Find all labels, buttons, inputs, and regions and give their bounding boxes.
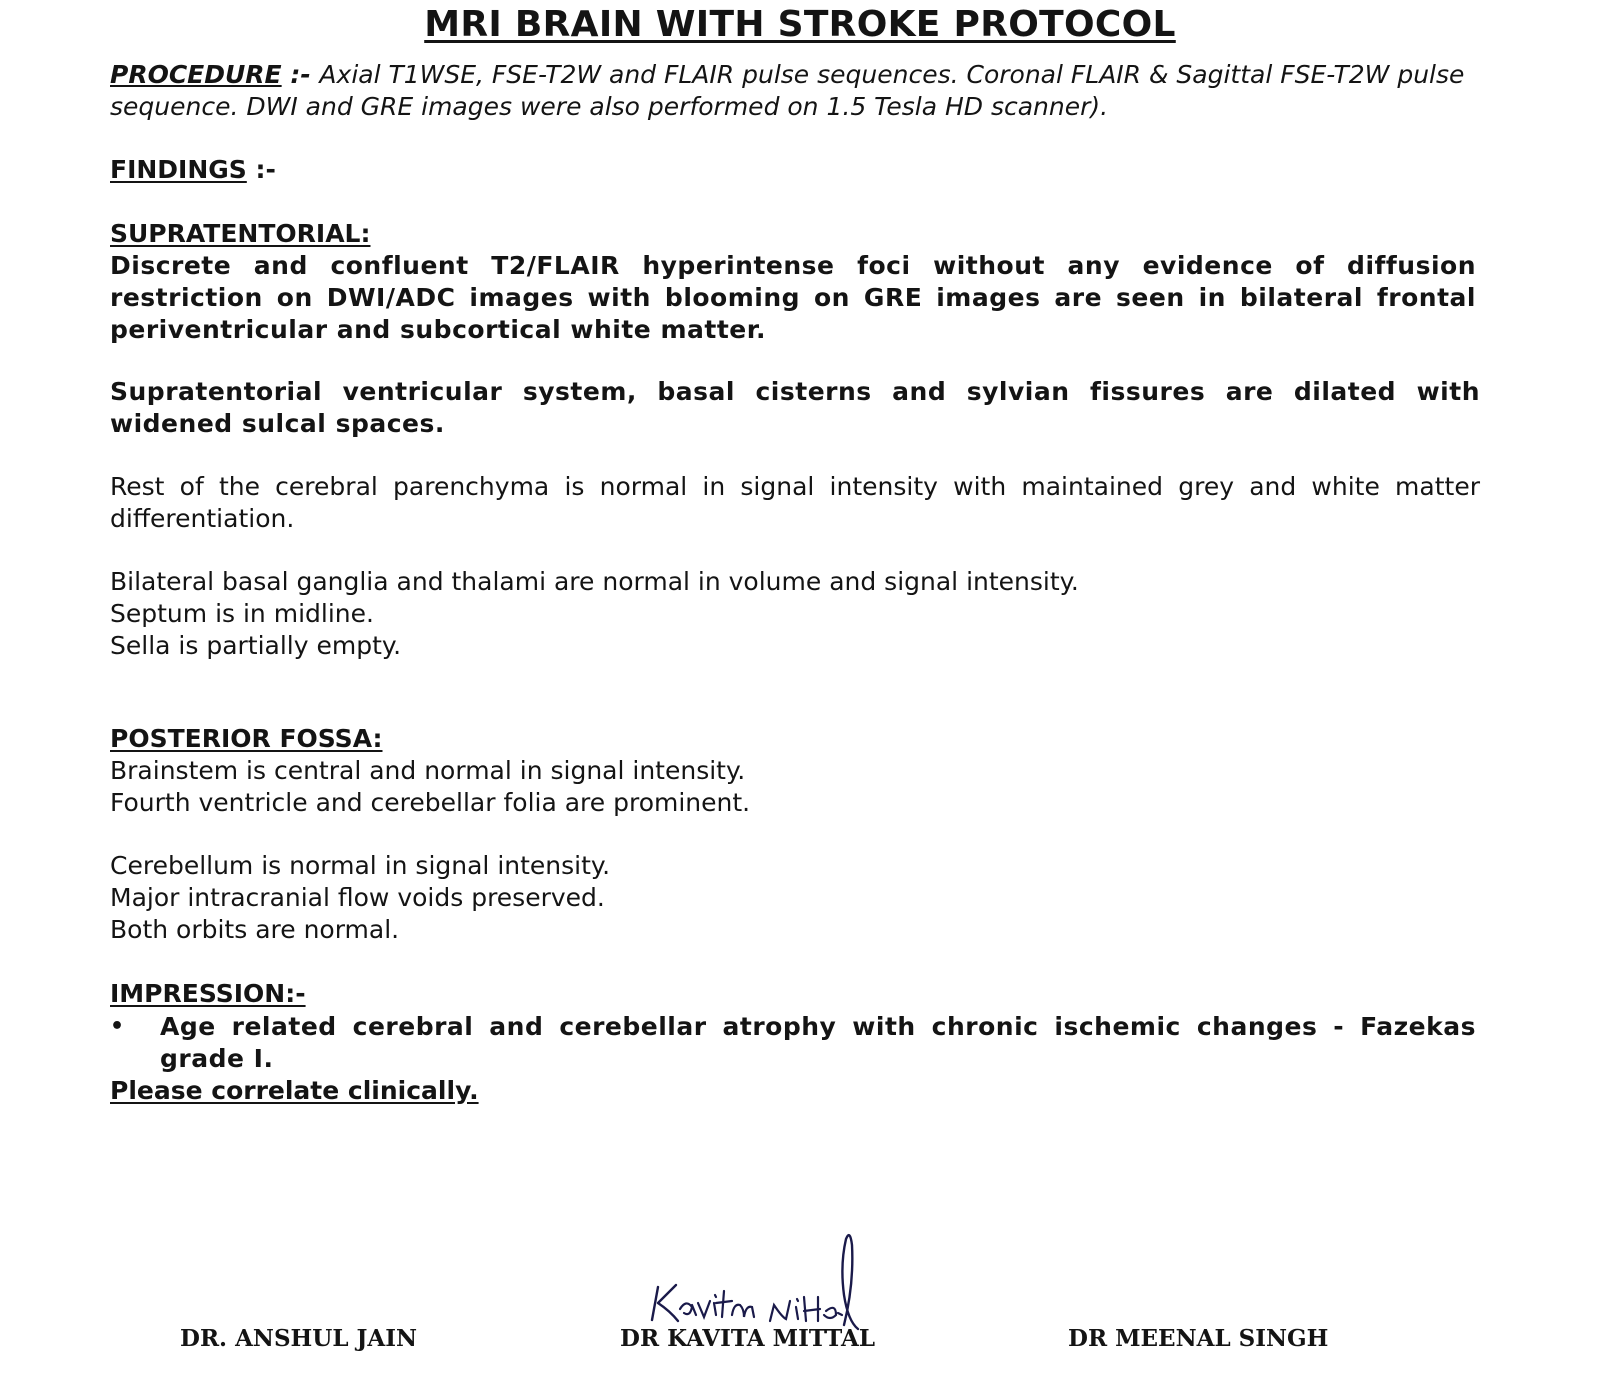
supratentorial-heading-row xyxy=(110,218,1510,250)
supratentorial-heading: SUPRATENTORIAL: xyxy=(110,219,371,248)
posterior-fossa-lines-1 xyxy=(110,755,1510,819)
signatory-center: DR KAVITA MITTAL xyxy=(620,1325,875,1352)
correlate-note-row xyxy=(110,1075,1510,1107)
procedure-separator: :- xyxy=(281,60,320,89)
posterior-fossa-heading: POSTERIOR FOSSA: xyxy=(110,724,383,753)
posterior-fossa-line: Fourth ventricle and cerebellar folia are prominent. xyxy=(110,788,751,817)
findings-heading: FINDINGS xyxy=(110,155,247,184)
posterior-fossa-line: Cerebellum is normal in signal intensity. xyxy=(110,851,611,880)
impression-heading: IMPRESSION:- xyxy=(110,979,306,1008)
supratentorial-lines xyxy=(110,566,1510,662)
correlate-note: Please correlate clinically. xyxy=(110,1076,479,1105)
procedure-paragraph xyxy=(110,59,1500,123)
posterior-fossa-heading-row xyxy=(110,723,1510,755)
impression-item: Age related cerebral and cerebellar atrophy with chronic ischemic changes - Fazekas grade I. xyxy=(160,1012,1476,1073)
report-title: MRI BRAIN WITH STROKE PROTOCOL xyxy=(424,4,1176,45)
supratentorial-para-2: Supratentorial ventricular system, basal cisterns and sylvian fissures are dilated with widened sulcal spaces. xyxy=(110,377,1480,438)
supratentorial-line: Sella is partially empty. xyxy=(110,631,402,660)
supratentorial-para-1: Discrete and confluent T2/FLAIR hyperintense foci without any evidence of diffusion restriction on DWI/ADC images with blooming on GRE images are seen in bilateral frontal periventricular and subcortical white matter. xyxy=(110,251,1476,344)
posterior-fossa-lines-2 xyxy=(110,850,1510,946)
procedure-text: Axial T1WSE, FSE-T2W and FLAIR pulse sequences. Coronal FLAIR & Sagittal FSE-T2W pulse sequence. DWI and GRE images were also performed on 1.5 Tesla HD scanner). xyxy=(110,60,1465,121)
signatory-left: DR. ANSHUL JAIN xyxy=(180,1325,418,1352)
procedure-label: PROCEDURE xyxy=(110,60,282,89)
impression-heading-row xyxy=(110,978,1510,1010)
findings-suffix: :- xyxy=(246,155,276,184)
supratentorial-para-3: Rest of the cerebral parenchyma is normal in signal intensity with maintained grey and white matter differentiation. xyxy=(110,472,1480,533)
posterior-fossa-line: Both orbits are normal. xyxy=(110,915,400,944)
bullet-icon: • xyxy=(110,1014,125,1039)
posterior-fossa-line: Major intracranial flow voids preserved. xyxy=(110,883,605,912)
signatory-right: DR MEENAL SINGH xyxy=(1068,1325,1329,1352)
impression-list xyxy=(110,1011,1510,1075)
posterior-fossa-line: Brainstem is central and normal in signal intensity. xyxy=(110,756,746,785)
findings-heading-row xyxy=(110,154,1510,186)
supratentorial-line: Bilateral basal ganglia and thalami are normal in volume and signal intensity. xyxy=(110,567,1079,596)
supratentorial-line: Septum is in midline. xyxy=(110,599,374,628)
